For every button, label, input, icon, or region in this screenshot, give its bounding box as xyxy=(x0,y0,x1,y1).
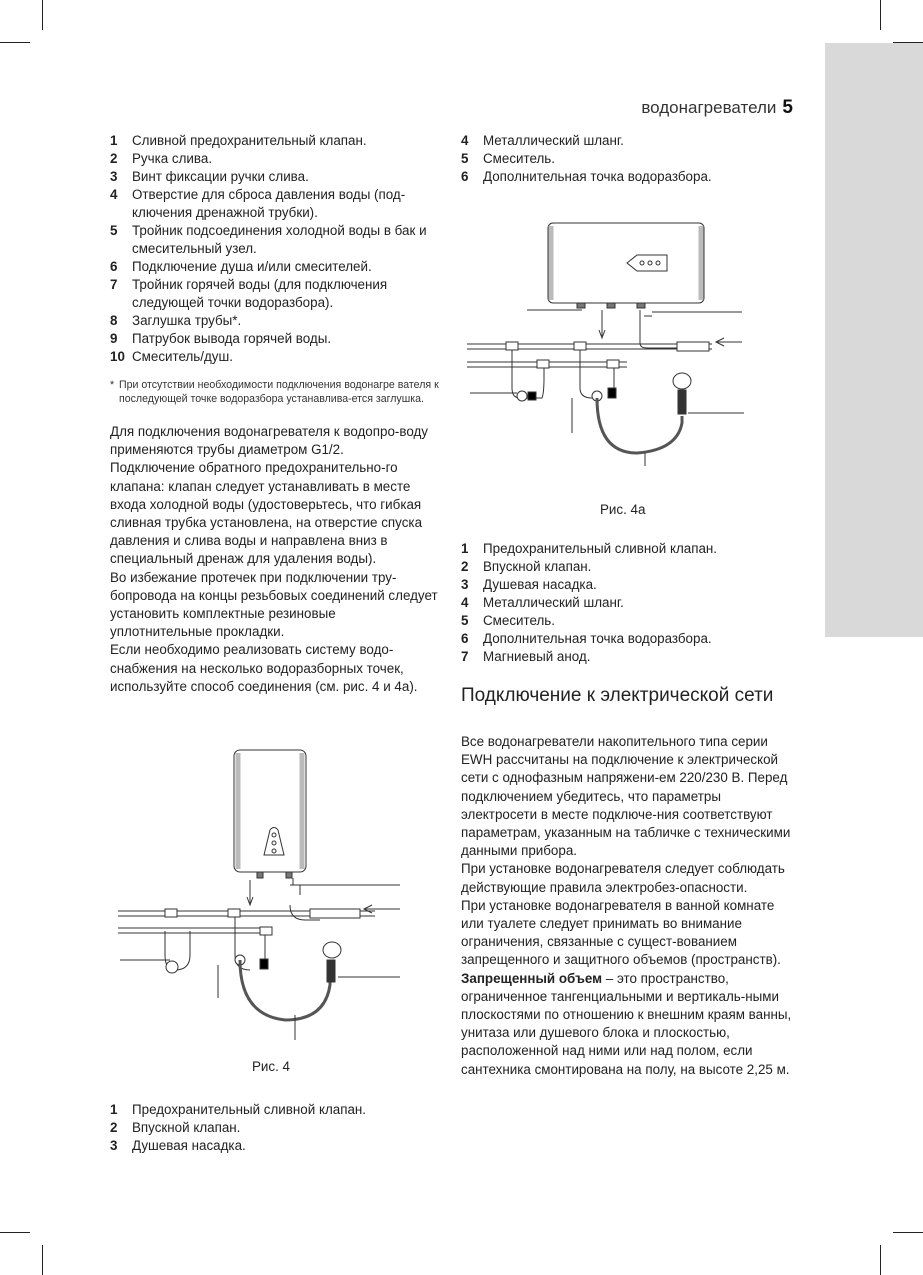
section-title: Подключение к электрической сети xyxy=(461,685,774,706)
item-number: 2 xyxy=(110,1120,118,1135)
crop-mark xyxy=(880,0,881,30)
forbidden-zone-paragraph xyxy=(461,970,796,1079)
header-title: водонагреватели xyxy=(641,98,777,117)
item-number: 4 xyxy=(110,187,118,202)
figure-4-caption: Рис. 4 xyxy=(252,1059,290,1074)
item-text: Металлический шланг. xyxy=(483,133,624,148)
paragraph: Все водонагреватели накопительного типа серии EWH рассчитаны на подключение к электрической сети с однофазным напряжени-ем 220/230 В. Перед подключением убедитесь, что параметры электросети в месте подключе-ния соответствуют параметрам, указанным на табличке с техническими данными прибора. xyxy=(461,734,791,859)
water-heater-tank xyxy=(548,223,704,303)
list-item xyxy=(461,132,801,150)
item-text: Предохранительный сливной клапан. xyxy=(483,541,718,556)
item-number: 3 xyxy=(110,1138,118,1153)
parts-list xyxy=(110,132,440,366)
paragraph: При установке водонагревателя следует соблюдать действующие правила электробез-опасности. xyxy=(461,861,785,895)
list-item xyxy=(110,222,440,258)
crop-mark xyxy=(0,42,30,43)
item-text: Ручка слива. xyxy=(132,151,213,166)
list-item xyxy=(110,258,440,276)
list-item xyxy=(110,1101,440,1119)
shower-head xyxy=(673,373,691,389)
list-item xyxy=(461,150,801,168)
item-text: Заглушка трубы*. xyxy=(132,313,242,328)
item-text: Винт фиксации ручки слива. xyxy=(132,169,309,184)
left-body-text xyxy=(110,423,440,696)
list-item xyxy=(461,558,801,576)
paragraph: Во избежание протечек при подключении тру-бопровода на концы резьбовых соединений следует установить комплектные резиновые уплотнительные прокладки. xyxy=(110,569,438,640)
list-item xyxy=(110,168,440,186)
item-text: Отверстие для сброса давления воды (под-ключения дренажной трубки). xyxy=(132,187,406,220)
item-text: Патрубок вывода горячей воды. xyxy=(132,331,332,346)
item-text: Тройник подсоединения холодной воды в бак и смесительный узел. xyxy=(132,223,427,256)
right-top-list-block xyxy=(461,132,801,186)
inlet-arrow xyxy=(247,880,253,905)
paragraph: Для подключения водонагревателя к водопро-воду применяются трубы диаметром G1/2. xyxy=(110,424,428,458)
list-item xyxy=(461,594,801,612)
crop-mark xyxy=(42,1245,43,1275)
metal-hose xyxy=(597,398,682,453)
page-number: 5 xyxy=(782,97,793,118)
item-text: Смеситель. xyxy=(483,151,555,166)
list-item xyxy=(461,648,801,666)
item-text: Сливной предохранительный клапан. xyxy=(132,133,367,148)
item-number: 4 xyxy=(461,133,469,148)
item-text: Предохранительный сливной клапан. xyxy=(132,1102,367,1117)
item-number: 5 xyxy=(110,223,118,238)
crop-mark xyxy=(0,1232,30,1233)
item-number: 4 xyxy=(461,595,469,610)
item-number: 7 xyxy=(110,277,118,292)
item-text: Дополнительная точка водоразбора. xyxy=(483,631,712,646)
right-parts-list xyxy=(461,132,801,186)
figure-4a-diagram xyxy=(462,218,762,468)
right-body-text xyxy=(461,733,796,1079)
metal-hose xyxy=(240,960,330,1020)
item-number: 1 xyxy=(461,541,469,556)
forbidden-zone-term: Запрещенный объем xyxy=(461,970,603,986)
figure-4a-caption: Рис. 4а xyxy=(600,502,646,517)
item-number: 6 xyxy=(461,169,469,184)
item-number: 9 xyxy=(110,331,118,346)
crop-mark xyxy=(880,1245,881,1275)
item-text: Магниевый анод. xyxy=(483,649,591,664)
list-item xyxy=(110,1119,440,1137)
item-number: 2 xyxy=(461,559,469,574)
item-text: Смеситель. xyxy=(483,613,555,628)
item-text: Подключение душа и/или смесителей. xyxy=(132,259,372,274)
item-number: 10 xyxy=(110,349,125,364)
item-text: Смеситель/душ. xyxy=(132,349,233,364)
list-item xyxy=(110,150,440,168)
item-text: Душевая насадка. xyxy=(132,1138,246,1153)
item-text: Тройник горячей воды (для подключения следующей точки водоразбора). xyxy=(132,277,388,310)
side-tab xyxy=(825,43,923,637)
item-number: 1 xyxy=(110,133,118,148)
left-column xyxy=(110,132,440,696)
figure-4-diagram xyxy=(110,745,410,1045)
item-text: Дополнительная точка водоразбора. xyxy=(483,169,712,184)
list-item xyxy=(110,132,440,150)
shower-head xyxy=(323,942,341,958)
list-item xyxy=(110,276,440,312)
list-item xyxy=(461,540,801,558)
item-number: 2 xyxy=(110,151,118,166)
outlet-arrow xyxy=(364,905,400,913)
fig4-parts-list xyxy=(110,1101,440,1155)
paragraph: При установке водонагревателя в ванной комнате или туалете следует принимать во внимание ограничения, связанные с сущест-вованием запрещенного и защитного объемов (пространств). xyxy=(461,897,781,968)
item-text: Впускной клапан. xyxy=(132,1120,241,1135)
list-item xyxy=(110,348,440,366)
footnote-text: При отсутствии необходимости подключения водонагре вателя к последующей точке водоразбора устанавлива-ется заглушка. xyxy=(119,379,439,405)
paragraph: Если необходимо реализовать систему водо-снабжения на несколько водоразборных точек, используйте способ соединения (см. рис. 4 и 4а). xyxy=(110,642,418,694)
paragraph: Подключение обратного предохранительно-го клапана: клапан следует устанавливать в месте входа холодной воды (удостоверьтесь, что гибкая сливная трубка установлена, на отверстие спуска давления и слива воды и направлена вниз в специальный дренаж для удаления воды). xyxy=(110,460,423,567)
item-number: 1 xyxy=(110,1102,118,1117)
fig4a-parts-list xyxy=(461,540,801,666)
fig4a-legend xyxy=(461,540,801,666)
list-item xyxy=(110,1137,440,1155)
item-number: 6 xyxy=(461,631,469,646)
inlet-arrow xyxy=(599,310,605,338)
item-number: 7 xyxy=(461,649,469,664)
list-item xyxy=(110,330,440,348)
list-item xyxy=(461,630,801,648)
list-item xyxy=(110,186,440,222)
item-number: 3 xyxy=(110,169,118,184)
list-item xyxy=(461,612,801,630)
item-number: 6 xyxy=(110,259,118,274)
footnote xyxy=(110,378,440,406)
item-number: 8 xyxy=(110,313,118,328)
list-item xyxy=(110,312,440,330)
item-text: Металлический шланг. xyxy=(483,595,624,610)
fig4-legend xyxy=(110,1101,440,1155)
crop-mark xyxy=(893,1232,923,1233)
footnote-star: * xyxy=(110,379,115,391)
item-text: Впускной клапан. xyxy=(483,559,592,574)
list-item xyxy=(461,168,801,186)
list-item xyxy=(461,576,801,594)
item-number: 5 xyxy=(461,151,469,166)
page-header xyxy=(641,97,793,119)
crop-mark xyxy=(42,0,43,30)
item-number: 3 xyxy=(461,577,469,592)
item-text: Душевая насадка. xyxy=(483,577,597,592)
forbidden-zone-text: – это пространство, ограниченное тангенциальными и вертикаль-ными плоскостями по отношению к внешним краям ванны, унитаза или душевого блока и плоскостью, расположенной над ними или над полом, если сантехника смонтирована на полу, на высоте 2,25 м. xyxy=(461,970,792,1077)
outlet-arrow xyxy=(716,338,742,346)
item-number: 5 xyxy=(461,613,469,628)
